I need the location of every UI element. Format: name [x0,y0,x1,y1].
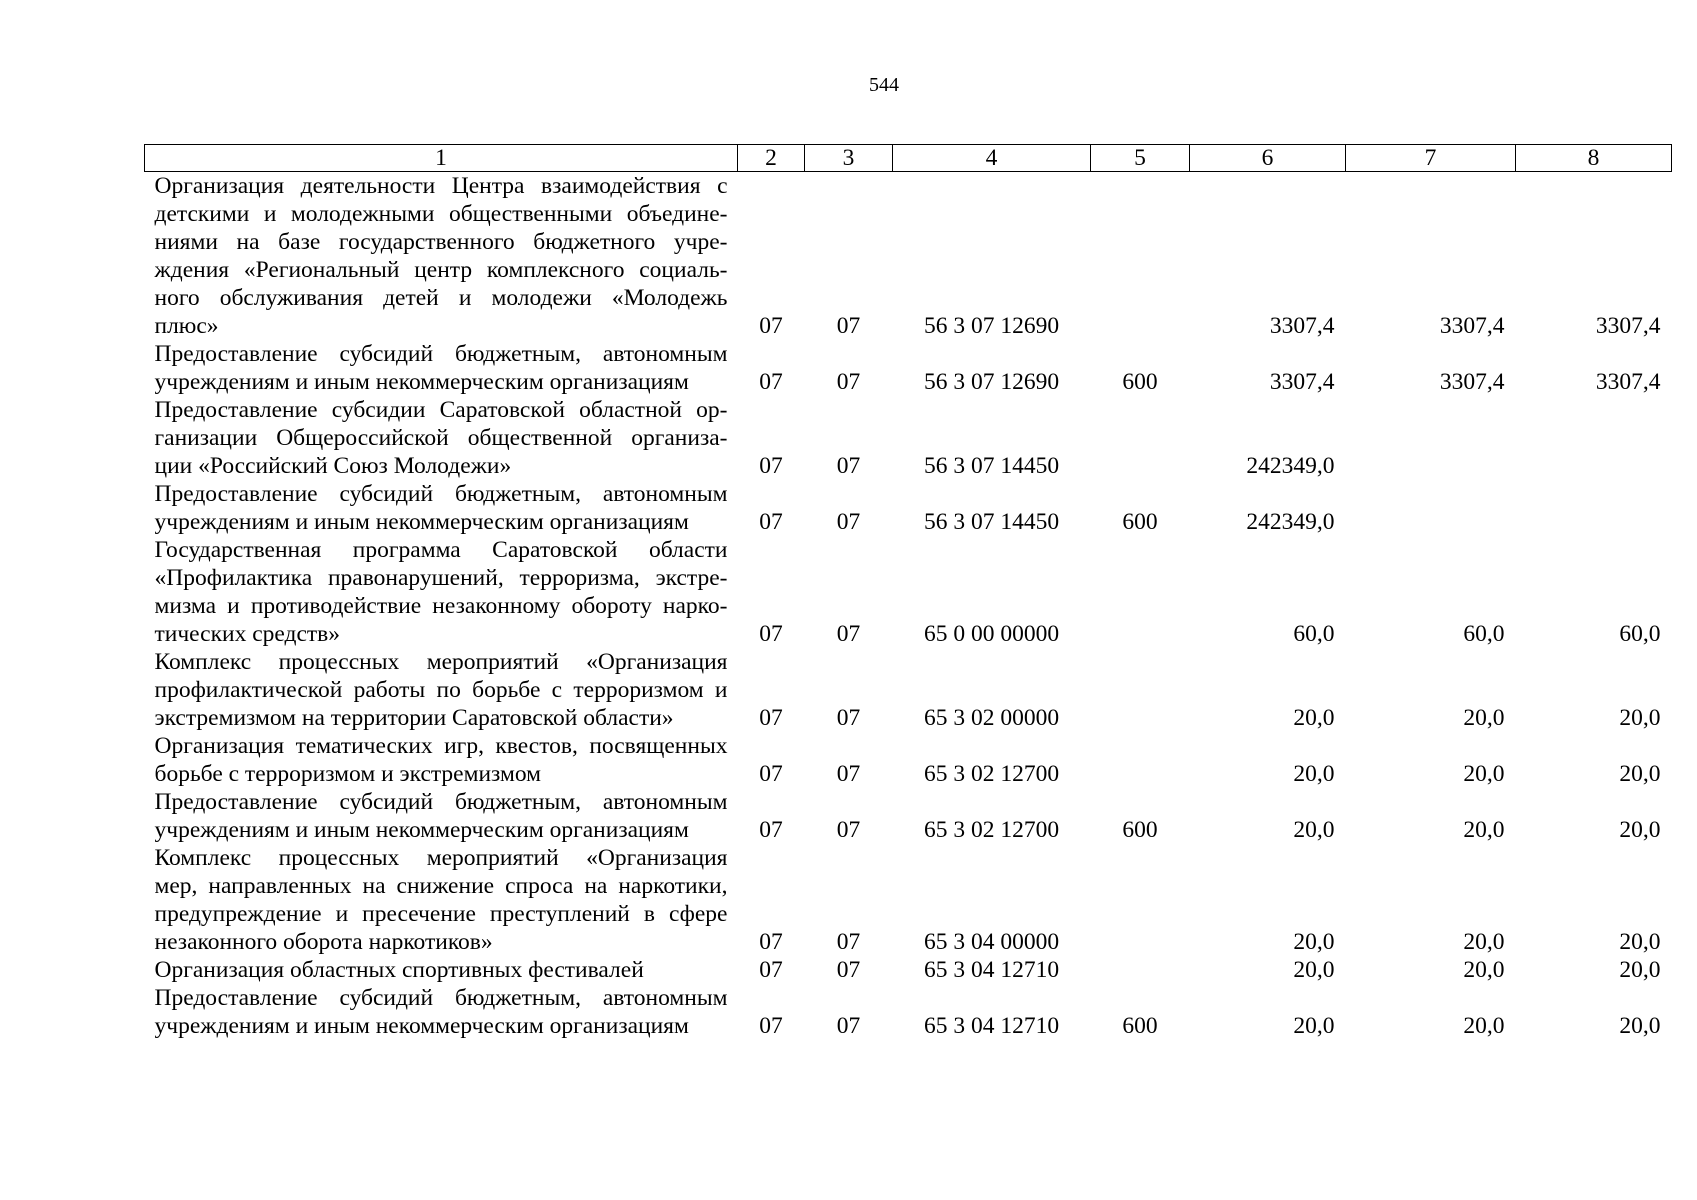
amount-col8-cell: 20,0 [1619,817,1661,843]
expense-type-cell: 600 [1122,369,1158,395]
amount-col6-cell: 20,0 [1293,957,1335,983]
row-name-line: плюс» [154,313,219,339]
row-name-line: предупреждение и пресечение преступлений в сфере [154,901,728,927]
table-row [145,480,1672,536]
amount-col8-cell: 60,0 [1619,621,1661,647]
expense-type-cell [1091,536,1190,648]
section-code-cell: 07 [759,453,783,479]
header-cell-6: 6 [1190,145,1346,172]
row-name-cell [145,956,738,984]
row-name-line: ного обслуживания детей и молодежи «Молодежь [154,285,728,311]
header-cell-5: 5 [1091,145,1190,172]
subsection-code-cell: 07 [836,817,861,843]
section-code-cell: 07 [759,817,783,843]
target-article-cell: 65 3 02 12700 [923,761,1060,787]
amount-col6-cell: 60,0 [1293,621,1335,647]
table-row [145,956,1672,984]
subsection-code-cell: 07 [836,705,861,731]
row-name-line: учреждениям и иным некоммерческим организациям [154,369,689,395]
target-article-cell: 65 3 04 00000 [923,929,1060,955]
table-row [145,788,1672,844]
section-code-cell: 07 [759,621,783,647]
amount-col7-cell: 20,0 [1463,929,1505,955]
section-code-cell: 07 [759,957,783,983]
row-name-cell [145,172,738,341]
budget-table [144,144,1672,1040]
header-cell-8: 8 [1516,145,1672,172]
row-name-line: мизма и противодействие незаконному обороту нарко- [154,593,728,619]
target-article-cell: 65 0 00 00000 [923,621,1060,647]
target-article-cell: 56 3 07 14450 [923,453,1060,479]
amount-col8-cell: 3307,4 [1595,369,1661,395]
expense-type-cell [1091,172,1190,341]
amount-col8-cell: 20,0 [1619,761,1661,787]
row-name-line: ганизации Общероссийской общественной организа- [154,425,728,451]
section-code-cell: 07 [759,509,783,535]
amount-col8-cell: 20,0 [1619,929,1661,955]
target-article-cell: 65 3 02 12700 [923,817,1060,843]
subsection-code-cell: 07 [836,929,861,955]
row-name-cell [145,648,738,732]
target-article-cell: 65 3 02 00000 [923,705,1060,731]
row-name-line: детскими и молодежными общественными объедине- [154,201,728,227]
expense-type-cell [1091,844,1190,956]
subsection-code-cell: 07 [836,313,861,339]
expense-type-cell: 600 [1122,1013,1158,1039]
amount-col7-cell: 3307,4 [1439,369,1505,395]
amount-col8-cell: 20,0 [1619,957,1661,983]
header-cell-3: 3 [805,145,893,172]
row-name-cell [145,732,738,788]
target-article-cell: 56 3 07 14450 [923,509,1060,535]
row-name-line: тических средств» [154,621,341,647]
section-code-cell: 07 [759,313,783,339]
row-name-line: ждения «Региональный центр комплексного социаль- [154,257,728,283]
target-article-cell: 65 3 04 12710 [923,957,1060,983]
row-name-line: профилактической работы по борьбе с терроризмом и [154,677,728,703]
row-name-cell [145,984,738,1040]
amount-col6-cell: 20,0 [1293,1013,1335,1039]
row-name-line: учреждениям и иным некоммерческим организациям [154,1013,689,1039]
table-row [145,340,1672,396]
section-code-cell: 07 [759,705,783,731]
row-name-line: незаконного оборота наркотиков» [154,929,493,955]
row-name-line: экстремизмом на территории Саратовской области» [154,705,674,731]
section-code-cell: 07 [759,1013,783,1039]
subsection-code-cell: 07 [836,621,861,647]
subsection-code-cell: 07 [836,761,861,787]
expense-type-cell: 600 [1122,509,1158,535]
row-name-cell [145,536,738,648]
row-name-line: Предоставление субсидий бюджетным, автономным [154,481,728,507]
amount-col8-cell: 20,0 [1619,1013,1661,1039]
expense-type-cell [1091,732,1190,788]
subsection-code-cell: 07 [836,369,861,395]
amount-col8-cell [1516,480,1672,536]
section-code-cell: 07 [759,929,783,955]
table-row [145,396,1672,480]
header-cell-4: 4 [893,145,1091,172]
amount-col7-cell [1346,480,1516,536]
table-row [145,732,1672,788]
row-name-line: Комплекс процессных мероприятий «Организация [154,649,728,675]
row-name-line: борьбе с терроризмом и экстремизмом [154,761,542,787]
section-code-cell: 07 [759,369,783,395]
row-name-line: учреждениям и иным некоммерческим организациям [154,817,689,843]
amount-col7-cell: 20,0 [1463,957,1505,983]
row-name-line: ции «Российский Союз Молодежи» [154,453,512,479]
target-article-cell: 56 3 07 12690 [923,313,1060,339]
row-name-cell [145,788,738,844]
amount-col7-cell: 3307,4 [1439,313,1505,339]
amount-col7-cell: 20,0 [1463,705,1505,731]
row-name-line: ниями на базе государственного бюджетного учре- [154,229,728,255]
header-cell-7: 7 [1346,145,1516,172]
row-name-line: Предоставление субсидий бюджетным, автономным [154,341,728,367]
row-name-line: Предоставление субсидий бюджетным, автономным [154,985,728,1011]
row-name-line: Комплекс процессных мероприятий «Организация [154,845,728,871]
table-header [145,145,1672,172]
subsection-code-cell: 07 [836,1013,861,1039]
subsection-code-cell: 07 [836,453,861,479]
table-row [145,172,1672,341]
row-name-line: Организация тематических игр, квестов, посвященных [154,733,728,759]
expense-type-cell [1091,648,1190,732]
amount-col8-cell: 20,0 [1619,705,1661,731]
amount-col7-cell: 20,0 [1463,817,1505,843]
amount-col8-cell [1516,396,1672,480]
amount-col6-cell: 20,0 [1293,929,1335,955]
header-cell-1: 1 [145,145,738,172]
amount-col8-cell: 3307,4 [1595,313,1661,339]
subsection-code-cell: 07 [836,509,861,535]
amount-col6-cell: 20,0 [1293,705,1335,731]
subsection-code-cell: 07 [836,957,861,983]
amount-col7-cell: 60,0 [1463,621,1505,647]
target-article-cell: 56 3 07 12690 [923,369,1060,395]
table-body [145,172,1672,1041]
table-row [145,844,1672,956]
expense-type-cell [1091,956,1190,984]
amount-col6-cell: 20,0 [1293,817,1335,843]
row-name-cell [145,480,738,536]
amount-col7-cell: 20,0 [1463,1013,1505,1039]
row-name-line: «Профилактика правонарушений, терроризма, экстре- [154,565,728,591]
page-number: 544 [869,74,899,96]
section-code-cell: 07 [759,761,783,787]
row-name-line: учреждениям и иным некоммерческим организациям [154,509,689,535]
target-article-cell: 65 3 04 12710 [923,1013,1060,1039]
amount-col6-cell: 242349,0 [1246,509,1335,535]
expense-type-cell [1091,396,1190,480]
amount-col7-cell [1346,396,1516,480]
table-row [145,984,1672,1040]
row-name-line: Организация деятельности Центра взаимодействия с [154,173,728,199]
amount-col6-cell: 242349,0 [1246,453,1335,479]
expense-type-cell: 600 [1122,817,1158,843]
row-name-line: Предоставление субсидий бюджетным, автономным [154,789,728,815]
row-name-cell [145,340,738,396]
amount-col6-cell: 20,0 [1293,761,1335,787]
row-name-line: мер, направленных на снижение спроса на наркотики, [154,873,728,899]
row-name-line: Предоставление субсидии Саратовской областной ор- [154,397,728,423]
amount-col6-cell: 3307,4 [1269,369,1335,395]
table-row [145,536,1672,648]
row-name-cell [145,396,738,480]
header-row [145,145,1672,172]
amount-col7-cell: 20,0 [1463,761,1505,787]
table-row [145,648,1672,732]
row-name-line: Государственная программа Саратовской области [154,537,728,563]
row-name-cell [145,844,738,956]
amount-col6-cell: 3307,4 [1269,313,1335,339]
row-name-line: Организация областных спортивных фестивалей [154,957,644,983]
header-cell-2: 2 [738,145,805,172]
